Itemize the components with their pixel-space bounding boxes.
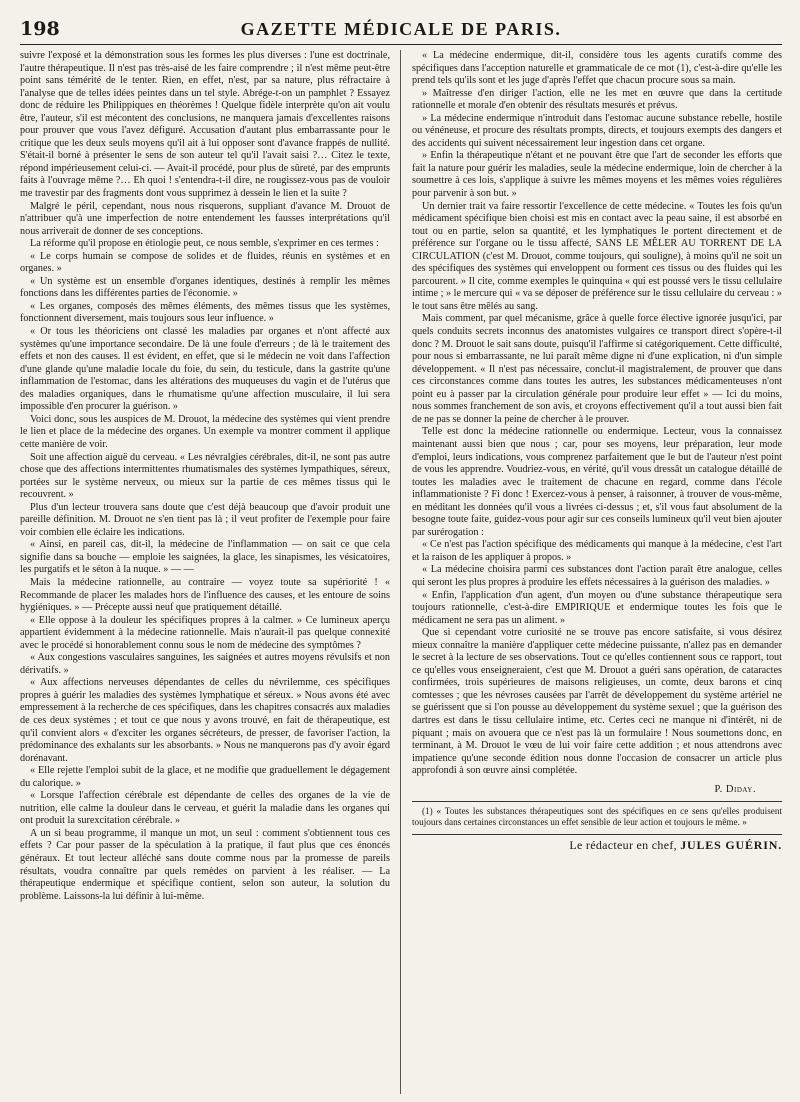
paragraph: A un si beau programme, il manque un mot, un seul : comment s'obtiennent tous ces effets ? Car pour passer de la spéculation à la pratique, il faut plus que ces énoncés généraux. Et tout lecteur alléché sans doute comme nous par la promesse de pareils résultats, voudra connaître par quels remèdes on parvient à les réaliser. — La thérapeutique endermique et spécifique contient, selon son auteur, la solution du problème. Laissons-la lui définir à lui-même. [20, 827, 390, 902]
paragraph: » Maîtresse d'en diriger l'action, elle ne les met en œuvre que dans la certitude rationnelle et morale d'en obtenir des résultats mesurés et prévus. [412, 87, 782, 112]
paragraph: Mais la médecine rationnelle, au contraire — voyez toute sa supériorité ! « Recommande de placer les malades hors de l'influence des causes, et les entoure de soins hygiéniques. » — Précepte aussi neuf que pratiquement détaillé. [20, 576, 390, 614]
paragraph: « Lorsque l'affection cérébrale est dépendante de celles des organes de la vie de nutrition, elle calme la douleur dans le cerveau, et guérit la maladie dans les organes qui ont produit la surexcitation cérébrale. » [20, 790, 390, 827]
paragraph: Malgré le péril, cependant, nous nous risquerons, suppliant d'avance M. Drouot de n'attribuer qu'à une imperfection de notre entendement les fausses interprétations qu'il nous arriverait de donner de ses conceptions. [20, 200, 390, 237]
column-divider [400, 50, 401, 1094]
paragraph: Mais comment, par quel mécanisme, grâce à quelle force élective ignorée jusqu'ici, par quels conduits secrets inconnus des anatomistes vulgaires ce transport direct s'opère-t-il donc ? M. Drouot le sait sans doute, puisqu'il l'affirme si catégoriquement. Cette difficulté, pour nous si embarrassante, ne lui paraît même digne ni d'une explication, ni d'un simple développement. « Il n'est pas nécessaire, conclut-il magistralement, de prouver que dans ces circonstances comme dans toutes les autres, les substances médicamenteuses n'ont point eu à passer par la circulation générale pour produire leur effet » — Ici du moins, nous sommes franchement de son avis, et croyons effectivement qu'il a tout aussi bien fait de ne pas se donner la peine de chercher à le prouver. [412, 313, 782, 425]
paragraph: Soit une affection aiguë du cerveau. « Les névralgies cérébrales, dit-il, ne sont pas autre chose que des affections intermittentes rhumatismales des systèmes lympathiques, séreux, portées sur le système nerveux, ou mieux sur la partie de ces mêmes tissus qui le recouvrent. » [20, 451, 390, 501]
footnote-divider [412, 801, 782, 802]
editor-label: Le rédacteur en chef, [569, 837, 677, 852]
page-title: GAZETTE MÉDICALE DE PARIS. [240, 19, 562, 39]
paragraph: La réforme qu'il propose en étiologie peut, ce nous semble, s'exprimer en ces termes : [30, 238, 379, 250]
paragraph: « La médecine choisira parmi ces substances dont l'action paraît être analogue, celles qui seront les plus propres à produire les effets nécessaires à la guérison des maladies. » [412, 564, 782, 588]
paragraph: suivre l'exposé et la démonstration sous les formes les plus diverses : l'une est doctrinale, l'autre thérapeutique. Il n'est pas très-aisé de les faire comprendre ; il n'est même peut-être point sans témérité de le tenter. Rien, en effet, n'est, par sa nature, plus réfractaire à l'analyse que de telles idées peintes dans un tel style. Abrége-t-on un pamphlet ? Essayez donc de réduire les Philippiques en théorèmes ! Quelque fidèle interprète qu'on ait voulu être, l'auteur, s'il est mécontent des conclusions, ne manquera jamais d'excellentes raisons pour prouver que vous l'avez défiguré. Accusation d'autant plus embarrassante pour le critique que les deux seuls moyens qu'il ait à lui opposer sont d'avance frappés de nullité. S'était-il borné à présenter le sens de son auteur tel qu'il l'avait saisi ?… Citez le texte, répond impérieusement celui-ci. — Avait-il procédé, pour plus de sûreté, par des emprunts faits à l'ouvrage même ?… Eh quoi ! s'entendra-t-il dire, ne rougissez-vous pas de vouloir me travestir par des fragments dont vous supprimez à dessein le lien et la suite ? [20, 50, 390, 200]
paragraph: « Ainsi, en pareil cas, dit-il, la médecine de l'inflammation — on sait ce que cela signifie dans sa bouche — emploie les saignées, la glace, les sinapismes, les vésicatoires, les purgatifs et le séton à la nuque. » — — [20, 539, 390, 576]
editor-name: JULES GUÉRIN. [680, 837, 782, 852]
paragraph: « Ce n'est pas l'action spécifique des médicaments qui manque à la médecine, c'est l'art et la raison de les appliquer à propos. » [412, 539, 782, 563]
paragraph: Voici donc, sous les auspices de M. Drouot, la médecine des systèmes qui vient prendre le lien et place de la médecine des organes. Un exemple va montrer comment il applique cette manière de voir. [20, 413, 390, 450]
page-number: 198 [20, 18, 60, 40]
page-header [20, 14, 782, 45]
paragraph: « Elle oppose à la douleur les spécifiques propres à la calmer. » Ce lumineux aperçu appartient évidemment à la médecine rationnelle. Mais n'aurait-il pas quelque connexité avec le procédé si honorablement connu sous le nom de médecine des symptômes ? [20, 614, 390, 651]
paragraph: » Enfin la thérapeutique n'étant et ne pouvant être que l'art de seconder les efforts que fait la nature pour guérir les maladies, seule la médecine endermique, loin de chercher à la soumettre à ces lois, s'applique à suivre les mêmes moyens et les mêmes voies régulières pour parvenir à son but. » [412, 150, 782, 200]
paragraph: « La médecine endermique, dit-il, considère tous les agents curatifs comme des spécifiques dans l'acception naturelle et grammaticale de ce mot (1), c'est-à-dire qu'elle les prend tels qu'ils sont et les juge d'après l'effet que chacun procure sous sa main. [412, 50, 782, 87]
paragraph: « Elle rejette l'emploi subit de la glace, et ne modifie que graduellement le dégagement du calorique. » [20, 765, 390, 789]
author-signature: P. Diday. [714, 783, 756, 795]
editor-credit [412, 838, 782, 853]
footnote: (1) « Toutes les substances thérapeutiques sont des spécifiques en ce sens qu'elles produisent toujours dans certaines circonstances un effet sensible de leur action et toujours le même. » [412, 805, 782, 827]
left-column [20, 50, 390, 1094]
paragraph: Que si cependant votre curiosité ne se trouve pas encore satisfaite, si vous désirez mieux connaître la manière d'appliquer cette médecine puissante, n'allez pas en demander le secret à la lecture de ses observations. Tout ce qu'elles contiennent sous ce rapport, tout ce qu'elles vous enseigneraient, c'est que M. Drouot a guéri sans opération, de cataractes confirmées, trois supérieures de maisons religieuses, un comte, deux barons et cinq comtesses ; que les névroses causées par l'arrêt de développement du système artériel ne se guérissent que si l'on pousse au développement du système sexuel ; que la guérison des dartres est dans le tissu cellulaire intime, etc. Certes ceci ne manque ni d'intérêt, ni de piquant ; mais on avouera que ce n'est pas là un formulaire ! Nous soumettons donc, en terminant, à M. Drouot le vœu de lui voir faire cette addition ; et nous attendrons avec impatience qu'une seconde édition nous donne l'occasion de consacrer un article plus approfondi à son œuvre ainsi complétée. [412, 627, 782, 777]
paragraph: « Aux congestions vasculaires sanguines, les saignées et autres moyens révulsifs et non dérivatifs. » [20, 652, 390, 676]
paragraph: » La médecine endermique n'introduit dans l'estomac aucune substance rebelle, hostile ou vénéneuse, et procure des résultats prompts, directs, et toujours exempts des dangers et des accidents qui suivent nécessairement leur ingestion dans cet organe. [412, 112, 782, 149]
paragraph: « Un système est un ensemble d'organes identiques, destinés à remplir les mêmes fonctions dans les différentes parties de l'économie. » [20, 275, 390, 300]
paragraph: « Les organes, composés des mêmes éléments, des mêmes tissus que les systèmes, fonctionnent diversement, mais toujours sous leur influence. » [20, 300, 390, 325]
paragraph: Plus d'un lecteur trouvera sans doute que c'est déjà beaucoup que d'avoir produit une pareille définition. M. Drouot ne s'en tient pas là ; il veut profiter de l'exemple pour faire voir combien elle éclaire les indications. [20, 501, 390, 538]
editor-divider [412, 834, 782, 835]
paragraph: Un dernier trait va faire ressortir l'excellence de cette médecine. « Toutes les fois qu'un médicament spécifique bien choisi est mis en contact avec la peau saine, il est absorbé en tout ou en partie, selon sa quantité, et les lymphatiques le portent directement et de préférence sur l'organe ou le tissu affecté, SANS LE MÊLER AU TORRENT DE LA CIRCULATION (c'est M. Drouot, comme toujours, qui souligne), à moins qu'il ne soit un des spécifiques des systèmes qui enveloppent ou forment ces tissus ou des fluides qui les parcourent. » Il cite, comme exemples le quinquina « qui est poussé vers le tissu cellulaire intime ; » le mercure qui « va se déposer de préférence sur le tissu cellulaire du cerveau : » le tout sans être mêlés au sang. [412, 200, 782, 312]
paragraph: Telle est donc la médecine rationnelle ou endermique. Lecteur, vous la connaissez maintenant aussi bien que nous ; car, pour ses moyens, leur préparation, leur mode d'emploi, leurs indications, vous comprenez parfaitement que le but de l'auteur n'est point de vous les apprendre. Voudriez-vous, en vérité, qu'il vous dressât un catalogue détaillé de toutes les maladies avec le traitement de chacune en regard, comme dans l'école inflammationiste ? Fi donc ! Exercez-vous à penser, à raisonner, à trouver de vous-même, en méditant les données qu'il vous a livrées ci-dessus ; et, s'il vous faut absolument de la besogne toute faite, guidez-vous pour agir sur ces conseils lumineux qu'il veut bien ajouter par surérogation : [412, 426, 782, 538]
newspaper-page [20, 14, 782, 1094]
article-columns [20, 50, 782, 1094]
right-column [412, 50, 782, 1094]
paragraph: « Or tous les théoriciens ont classé les maladies par organes et n'ont affecté aux systèmes qu'une importance secondaire. De là une foule d'erreurs ; de là le traitement des effets et non des causes. Il est évident, en effet, que si le médecin ne voit dans l'affection d'une glande qu'une maladie locale du foie, du sein, du testicule, dans la gastrite qu'une inflammation de l'estomac, dans les altérations des muqueuses du vagin et de l'utérus que des maladies organiques, dans le rhumatisme qu'une affection musculaire, il lui sera impossible d'en procurer la guérison. » [20, 326, 390, 413]
paragraph: « Aux affections nerveuses dépendantes de celles du névrilemme, ces spécifiques propres à guérir les maladies des systèmes lymphatique et séreux. » Nous avons été avec empressement à la recherche de ces spécifiques, dans les chapitres consacrés aux maladies de ces deux systèmes ; et tout ce que nous y avons trouvé, en fait de thérapeutique, est qu'il convient alors « d'exciter les organes sécréteurs, de presser, de favoriser l'action, la prédominance des exhalants sur les absorbants. » Nous ne manquerons pas d'y avoir égard dorénavant. [20, 677, 390, 764]
paragraph: « Enfin, l'application d'un agent, d'un moyen ou d'une substance thérapeutique sera toujours rationnelle, c'est-à-dire EMPIRIQUE et endermique toutes les fois que le médicament ne sera pas un aliment. » [412, 589, 782, 626]
paragraph: « Le corps humain se compose de solides et de fluides, réunis en systèmes et en organes. » [20, 250, 390, 275]
